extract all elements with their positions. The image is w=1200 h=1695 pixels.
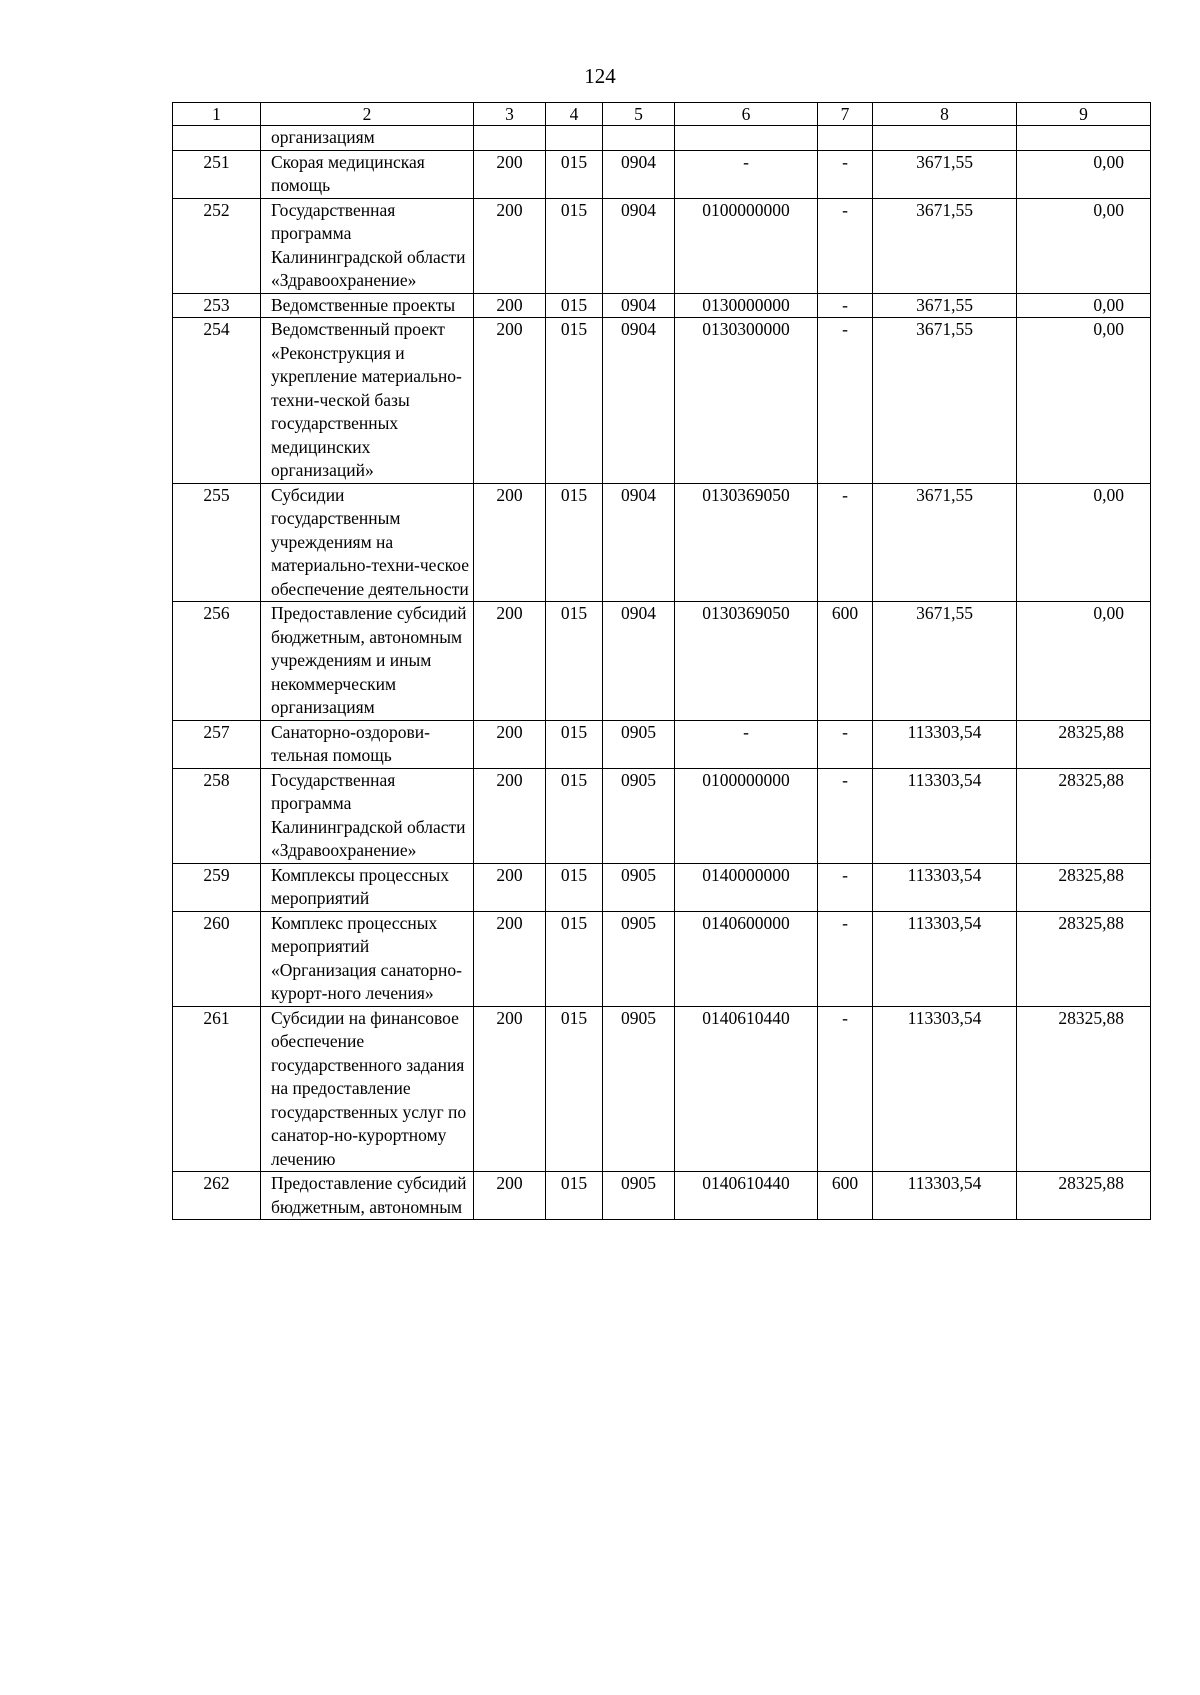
target-article-cell: 0140000000 (675, 863, 818, 911)
amount-column-9-cell: 28325,88 (1017, 1172, 1151, 1220)
item-name-cell: Государственная программа Калининградской области «Здравоохранение» (261, 198, 474, 293)
admin-code-cell: 200 (474, 1172, 546, 1220)
table-row (173, 1006, 1151, 1172)
item-name-cell: Государственная программа Калининградской области «Здравоохранение» (261, 768, 474, 863)
column-header: 3 (474, 103, 546, 126)
admin-code-cell: 200 (474, 198, 546, 293)
amount-column-9-cell: 28325,88 (1017, 863, 1151, 911)
admin-code-cell: 200 (474, 318, 546, 484)
amount-column-8-cell (873, 126, 1017, 151)
table-row (173, 911, 1151, 1006)
table-row (173, 863, 1151, 911)
amount-column-8-cell: 113303,54 (873, 911, 1017, 1006)
item-name-cell: Скорая медицинская помощь (261, 150, 474, 198)
subsection-code-cell: 0904 (603, 198, 675, 293)
admin-code-cell: 200 (474, 602, 546, 721)
admin-code-cell: 200 (474, 1006, 546, 1172)
amount-column-8-cell: 3671,55 (873, 602, 1017, 721)
target-article-cell: 0100000000 (675, 768, 818, 863)
amount-column-9-cell (1017, 126, 1151, 151)
page-number: 124 (584, 64, 616, 88)
column-header: 4 (546, 103, 603, 126)
table-row (173, 483, 1151, 602)
row-number-cell: 251 (173, 150, 261, 198)
item-name-cell: Санаторно-оздорови-тельная помощь (261, 720, 474, 768)
expense-type-cell: - (818, 768, 873, 863)
subsection-code-cell: 0904 (603, 150, 675, 198)
subsection-code-cell (603, 126, 675, 151)
item-name-cell: организациям (261, 126, 474, 151)
row-number-cell: 255 (173, 483, 261, 602)
column-header: 6 (675, 103, 818, 126)
table-row (173, 198, 1151, 293)
column-header: 9 (1017, 103, 1151, 126)
item-name-cell: Ведомственные проекты (261, 293, 474, 318)
target-article-cell (675, 126, 818, 151)
subsection-code-cell: 0904 (603, 318, 675, 484)
table-row (173, 293, 1151, 318)
target-article-cell: - (675, 150, 818, 198)
amount-column-8-cell: 3671,55 (873, 483, 1017, 602)
item-name-cell: Субсидии государственным учреждениям на материально-техни-ческое обеспечение деятельности (261, 483, 474, 602)
column-header: 2 (261, 103, 474, 126)
subsection-code-cell: 0905 (603, 911, 675, 1006)
admin-code-cell: 200 (474, 150, 546, 198)
amount-column-8-cell: 3671,55 (873, 293, 1017, 318)
amount-column-9-cell: 0,00 (1017, 293, 1151, 318)
amount-column-9-cell: 28325,88 (1017, 768, 1151, 863)
expense-type-cell: - (818, 483, 873, 602)
column-header: 5 (603, 103, 675, 126)
row-number-cell: 261 (173, 1006, 261, 1172)
amount-column-9-cell: 0,00 (1017, 150, 1151, 198)
expense-type-cell: - (818, 318, 873, 484)
row-number-cell: 252 (173, 198, 261, 293)
amount-column-9-cell: 0,00 (1017, 318, 1151, 484)
target-article-cell: 0130369050 (675, 483, 818, 602)
expense-type-cell: - (818, 1006, 873, 1172)
subsection-code-cell: 0905 (603, 720, 675, 768)
table-row (173, 126, 1151, 151)
row-number-cell: 256 (173, 602, 261, 721)
row-number-cell: 260 (173, 911, 261, 1006)
section-code-cell: 015 (546, 863, 603, 911)
target-article-cell: 0130369050 (675, 602, 818, 721)
expense-type-cell: - (818, 293, 873, 318)
target-article-cell: 0130300000 (675, 318, 818, 484)
section-code-cell: 015 (546, 150, 603, 198)
amount-column-9-cell: 28325,88 (1017, 1006, 1151, 1172)
admin-code-cell: 200 (474, 863, 546, 911)
table-row (173, 1172, 1151, 1220)
column-header: 1 (173, 103, 261, 126)
row-number-cell: 257 (173, 720, 261, 768)
section-code-cell: 015 (546, 1006, 603, 1172)
section-code-cell: 015 (546, 293, 603, 318)
expense-type-cell: - (818, 198, 873, 293)
admin-code-cell (474, 126, 546, 151)
amount-column-9-cell: 0,00 (1017, 198, 1151, 293)
item-name-cell: Ведомственный проект «Реконструкция и укрепление материально-техни-ческой базы государственных медицинских организаций» (261, 318, 474, 484)
admin-code-cell: 200 (474, 768, 546, 863)
section-code-cell (546, 126, 603, 151)
amount-column-8-cell: 3671,55 (873, 150, 1017, 198)
row-number-cell: 258 (173, 768, 261, 863)
table-row (173, 318, 1151, 484)
amount-column-8-cell: 113303,54 (873, 863, 1017, 911)
amount-column-9-cell: 0,00 (1017, 483, 1151, 602)
expense-type-cell: - (818, 911, 873, 1006)
admin-code-cell: 200 (474, 293, 546, 318)
expense-type-cell: - (818, 863, 873, 911)
section-code-cell: 015 (546, 768, 603, 863)
section-code-cell: 015 (546, 602, 603, 721)
section-code-cell: 015 (546, 318, 603, 484)
subsection-code-cell: 0904 (603, 483, 675, 602)
target-article-cell: - (675, 720, 818, 768)
target-article-cell: 0130000000 (675, 293, 818, 318)
admin-code-cell: 200 (474, 911, 546, 1006)
row-number-cell: 259 (173, 863, 261, 911)
item-name-cell: Комплекс процессных мероприятий «Организация санаторно-курорт-ного лечения» (261, 911, 474, 1006)
amount-column-9-cell: 28325,88 (1017, 720, 1151, 768)
amount-column-8-cell: 113303,54 (873, 1006, 1017, 1172)
target-article-cell: 0140600000 (675, 911, 818, 1006)
amount-column-8-cell: 3671,55 (873, 318, 1017, 484)
target-article-cell: 0100000000 (675, 198, 818, 293)
item-name-cell: Комплексы процессных мероприятий (261, 863, 474, 911)
subsection-code-cell: 0904 (603, 293, 675, 318)
amount-column-8-cell: 113303,54 (873, 720, 1017, 768)
subsection-code-cell: 0904 (603, 602, 675, 721)
admin-code-cell: 200 (474, 483, 546, 602)
expense-type-cell: 600 (818, 1172, 873, 1220)
section-code-cell: 015 (546, 1172, 603, 1220)
budget-table (172, 102, 1151, 1220)
table-row (173, 720, 1151, 768)
subsection-code-cell: 0905 (603, 863, 675, 911)
amount-column-8-cell: 3671,55 (873, 198, 1017, 293)
item-name-cell: Предоставление субсидий бюджетным, автономным (261, 1172, 474, 1220)
amount-column-9-cell: 28325,88 (1017, 911, 1151, 1006)
section-code-cell: 015 (546, 483, 603, 602)
expense-type-cell: 600 (818, 602, 873, 721)
target-article-cell: 0140610440 (675, 1006, 818, 1172)
expense-type-cell: - (818, 720, 873, 768)
table-row (173, 602, 1151, 721)
column-header: 7 (818, 103, 873, 126)
subsection-code-cell: 0905 (603, 1006, 675, 1172)
column-number-header-row (173, 103, 1151, 126)
admin-code-cell: 200 (474, 720, 546, 768)
target-article-cell: 0140610440 (675, 1172, 818, 1220)
section-code-cell: 015 (546, 198, 603, 293)
amount-column-9-cell: 0,00 (1017, 602, 1151, 721)
row-number-cell: 254 (173, 318, 261, 484)
expense-type-cell: - (818, 150, 873, 198)
row-number-cell: 253 (173, 293, 261, 318)
row-number-cell (173, 126, 261, 151)
amount-column-8-cell: 113303,54 (873, 768, 1017, 863)
expense-type-cell (818, 126, 873, 151)
row-number-cell: 262 (173, 1172, 261, 1220)
subsection-code-cell: 0905 (603, 1172, 675, 1220)
subsection-code-cell: 0905 (603, 768, 675, 863)
table-row (173, 150, 1151, 198)
table-row (173, 768, 1151, 863)
section-code-cell: 015 (546, 911, 603, 1006)
item-name-cell: Предоставление субсидий бюджетным, автономным учреждениям и иным некоммерческим организациям (261, 602, 474, 721)
column-header: 8 (873, 103, 1017, 126)
section-code-cell: 015 (546, 720, 603, 768)
item-name-cell: Субсидии на финансовое обеспечение государственного задания на предоставление государственных услуг по санатор-но-курортному лечению (261, 1006, 474, 1172)
amount-column-8-cell: 113303,54 (873, 1172, 1017, 1220)
